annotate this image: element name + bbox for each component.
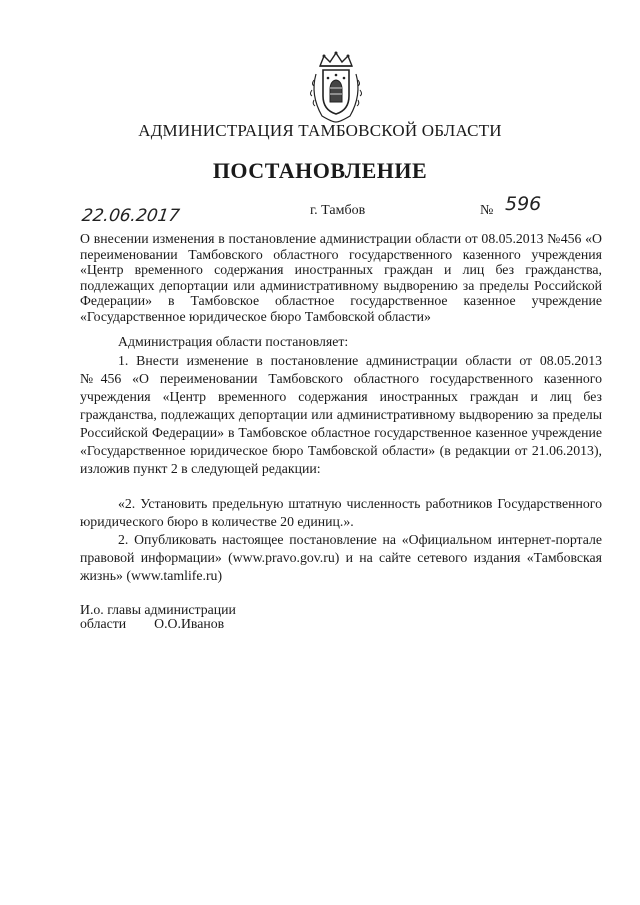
organization-title: АДМИНИСТРАЦИЯ ТАМБОВСКОЙ ОБЛАСТИ [138,121,502,140]
city: г. Тамбов [310,203,366,218]
signatory-position-line2-wrap [80,617,236,631]
number-label: № [480,203,494,218]
handwritten-date: 22.06.2017 [80,206,181,226]
document-subject: О внесении изменения в постановление администрации области от 08.05.2013 №456 «О переименовании Тамбовского областного государственного казенного учреждения «Центр временного содержания иностранных граждан и лиц без гражданства, подлежащих депортации или административному выдворению за пределы Российской Федерации» в Тамбовское областное государственное казенное учреждение «Государственное юридическое бюро Тамбовской области» [80,231,602,324]
signatory-position-line1: И.о. главы администрации [80,602,236,617]
document-type-title: ПОСТАНОВЛЕНИЕ [212,158,428,183]
signatory-position-line2: области [80,616,127,631]
handwritten-number: 596 [505,193,542,215]
paragraph-item-2: 2. Опубликовать настоящее постановление на «Официальном интернет-портале правовой информации» (www.pravo.gov.ru) и на сайте сетевого издания «Тамбовская жизнь» (www.tamlife.ru) [80,532,602,583]
signature-block [80,603,236,631]
paragraph-item-1-quote: «2. Установить предельную штатную численность работников Государственного юридического бюро в количестве 20 единиц.». [80,496,602,529]
signatory-name: О.О.Иванов [154,616,225,631]
tambov-coat-of-arms-icon [306,50,366,124]
preamble: Администрация области постановляет: [118,334,349,349]
paragraph-item-1: 1. Внести изменение в постановление администрации области от 08.05.2013 №456 «О переименовании Тамбовского областного государственного казенного учреждения «Центр временного содержания иностранных граждан и лиц без гражданства, подлежащих депортации или административному выдворению за пределы Российской Федерации» в Тамбовское областное государственное казенное учреждение «Государственное юридическое бюро Тамбовской области» (в редакции от 21.06.2013), изложив пункт 2 в следующей редакции: [80,353,602,476]
